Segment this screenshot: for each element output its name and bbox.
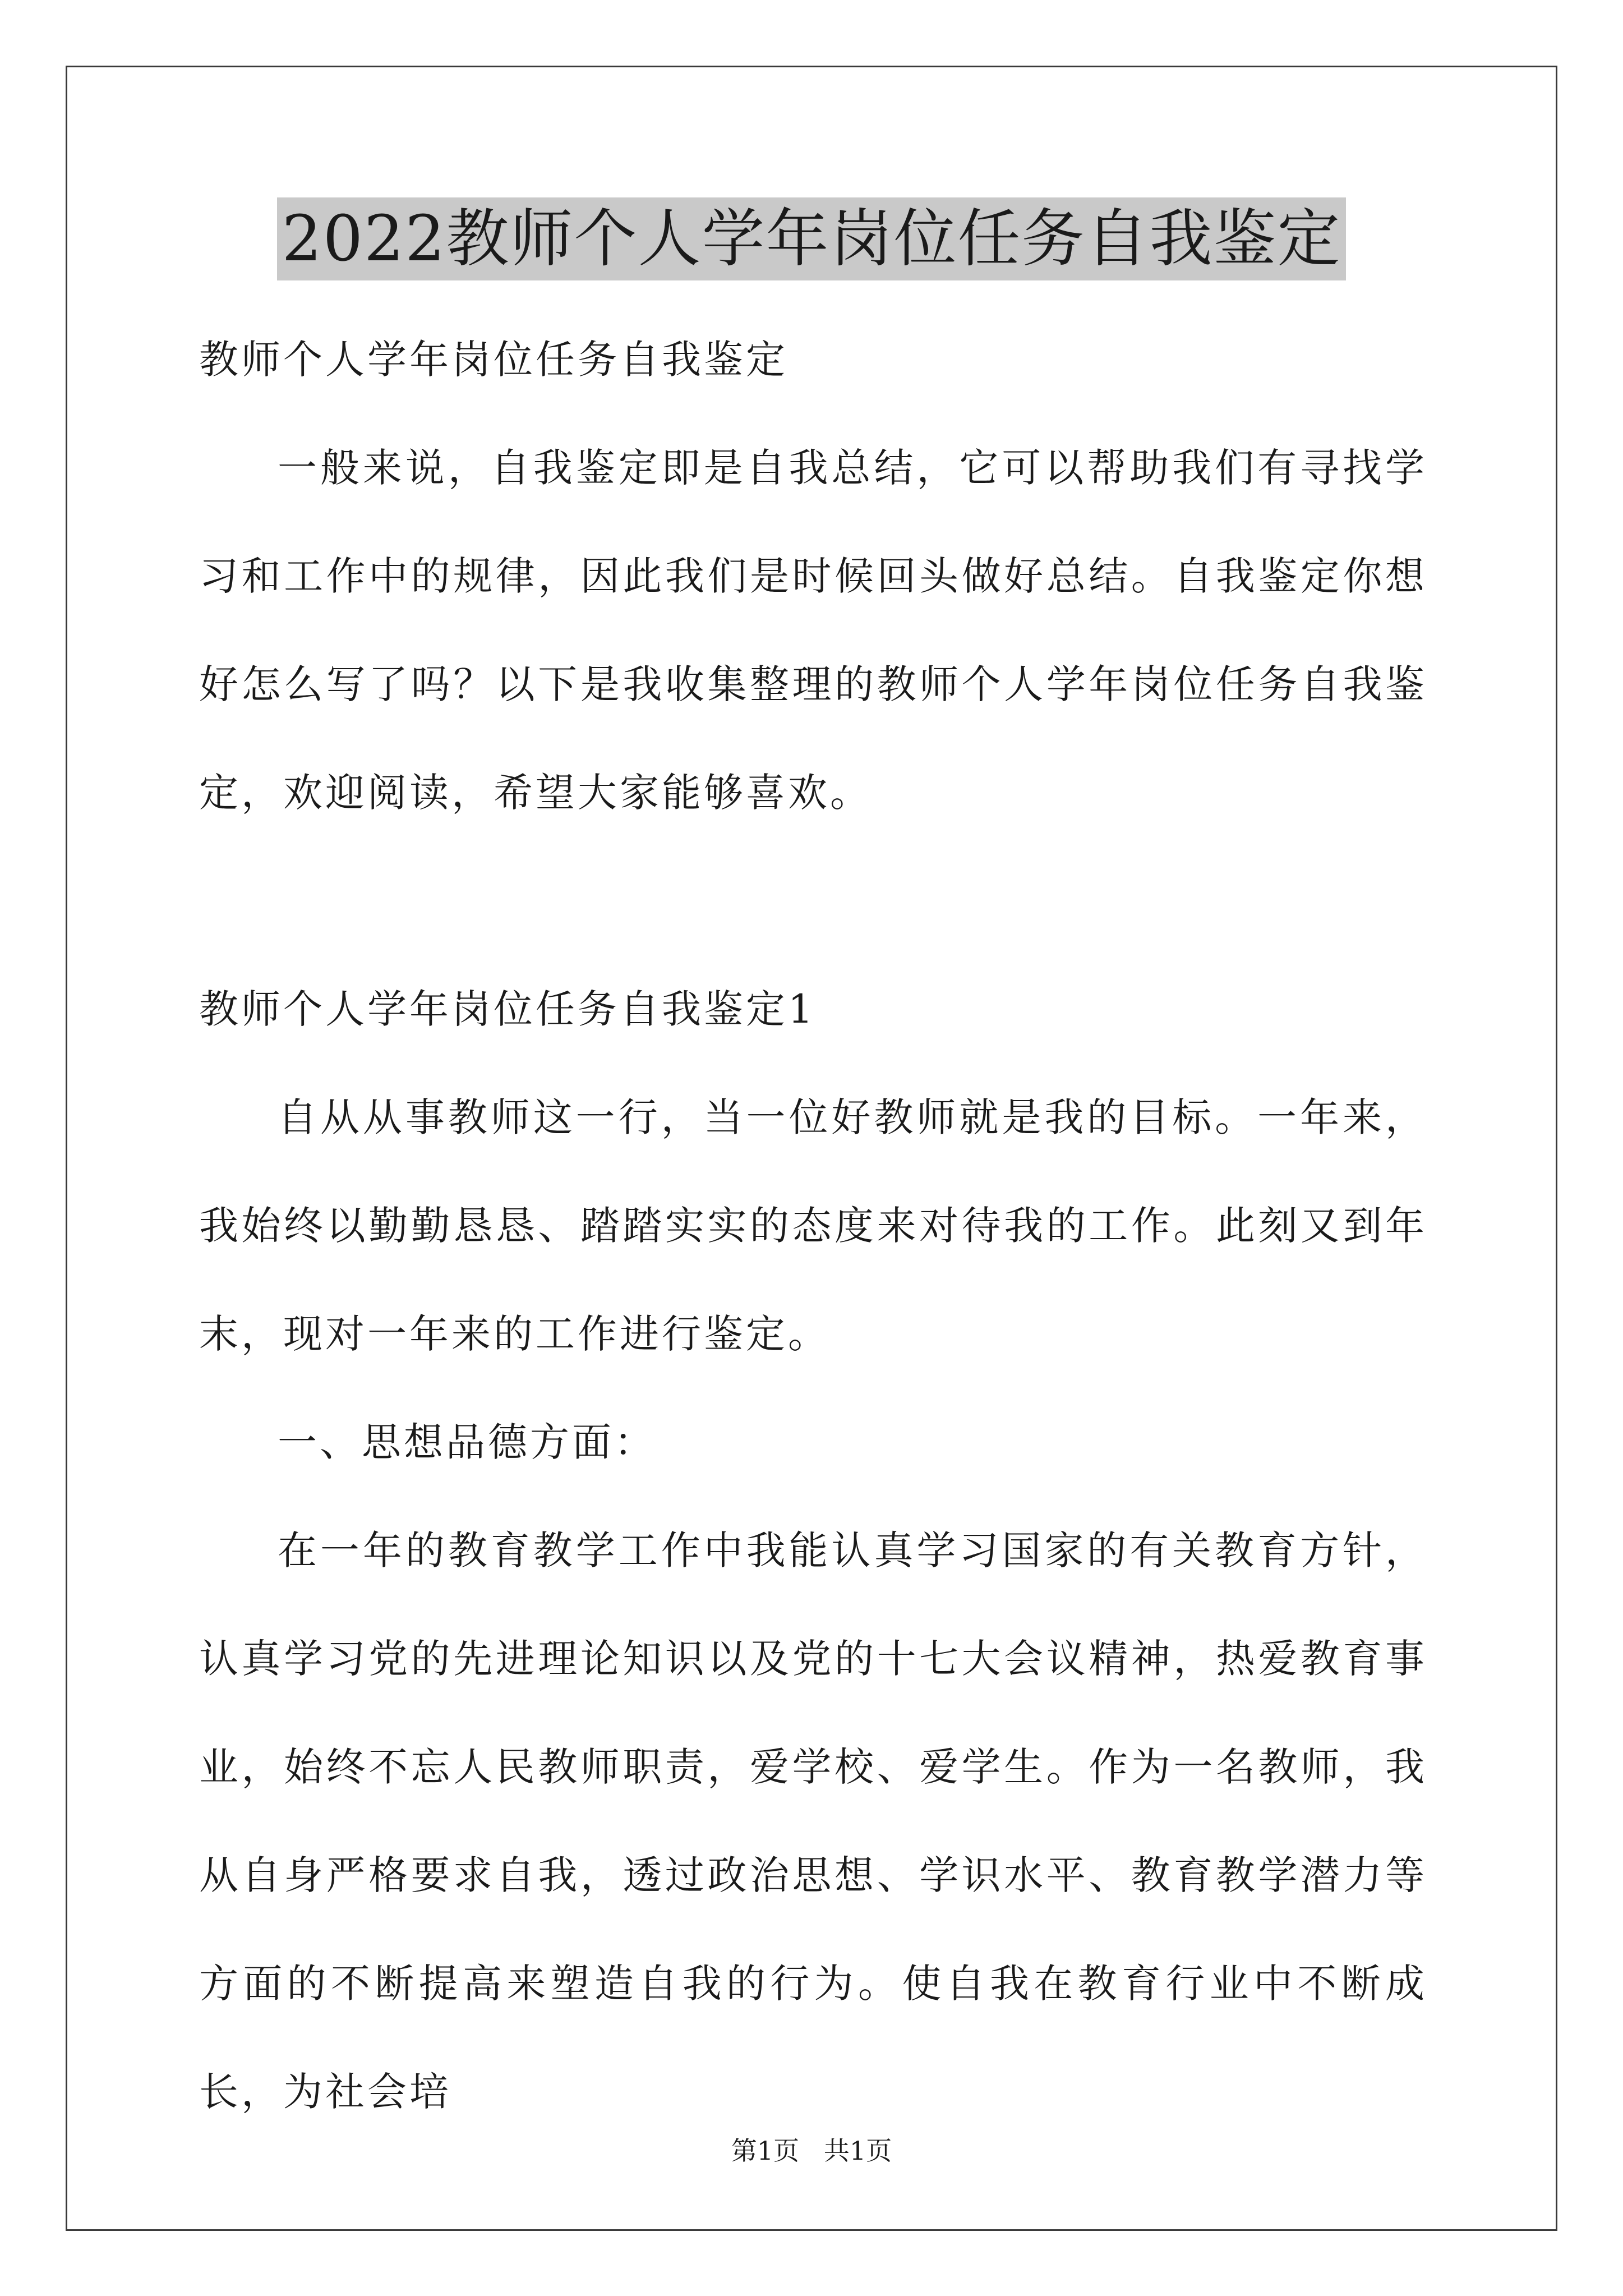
- document-body: [199, 306, 1427, 2146]
- subheading-morality: 一、思想品德方面：: [278, 1419, 656, 1465]
- section-heading: 教师个人学年岗位任务自我鉴定1: [199, 986, 816, 1032]
- body-paragraph-2: 在一年的教育教学工作中我能认真学习国家的有关教育方针，认真学习党的先进理论知识以及党的十七大会议精神，热爱教育事业，始终不忘人民教师职责，爱学校、爱学生。作为一名教师，我从自身严格要求自我，透过政治思想、学识水平、教育教学潜力等方面的不断提高来塑造自我的行为。使自我在教育行业中不断成长，为社会培: [199, 1527, 1427, 2115]
- document-subtitle: 教师个人学年岗位任务自我鉴定: [199, 337, 788, 383]
- document-title: 2022教师个人学年岗位任务自我鉴定: [277, 197, 1345, 280]
- body-paragraph-1: 自从从事教师这一行，当一位好教师就是我的目标。一年来，我始终以勤勤恳恳、踏踏实实的态度来对待我的工作。此刻又到年末，现对一年来的工作进行鉴定。: [199, 1094, 1427, 1357]
- section-spacer: [199, 847, 1427, 955]
- title-wrap: [0, 197, 1623, 280]
- intro-paragraph: 一般来说，自我鉴定即是自我总结，它可以帮助我们有寻找学习和工作中的规律，因此我们是时候回头做好总结。自我鉴定你想好怎么写了吗？以下是我收集整理的教师个人学年岗位任务自我鉴定，欢迎阅读，希望大家能够喜欢。: [199, 445, 1427, 816]
- page-footer: 第1页 共1页: [731, 2136, 892, 2166]
